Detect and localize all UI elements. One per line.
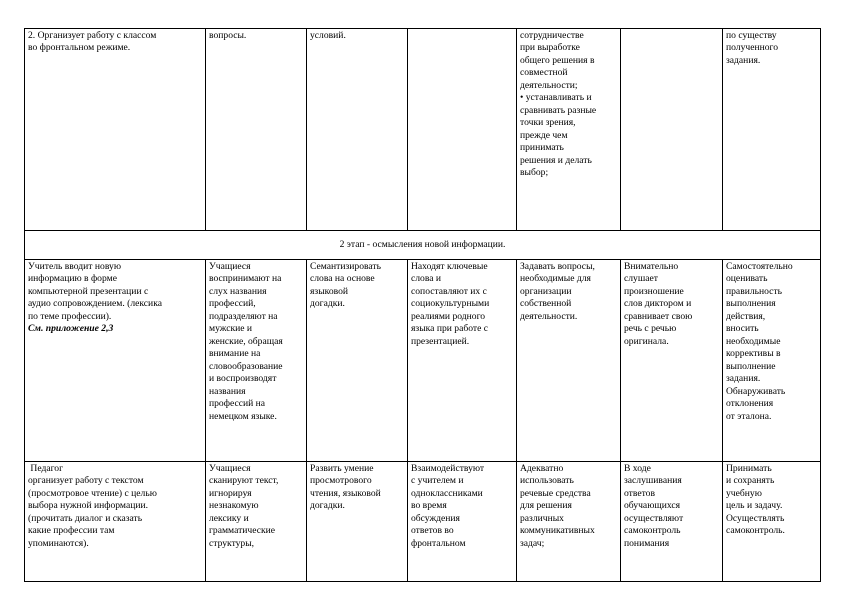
teacher-activity-cell	[25, 29, 206, 231]
cell-text-line: совместной	[520, 67, 568, 79]
appendix-reference: См. приложение 2,3	[28, 323, 114, 335]
personal-uud-cell	[621, 29, 723, 231]
student-activity-cell	[206, 29, 307, 231]
cell-text-line: Внимательно	[624, 261, 679, 272]
personal-uud-cell	[621, 462, 723, 582]
cell-text-line: произношение	[624, 285, 684, 297]
cell-text-line: решения и делать	[520, 154, 592, 166]
cell-text-line: речевые средства	[520, 487, 591, 499]
cell-text-line: условий.	[310, 30, 346, 41]
cell-text-line: Адекватно	[520, 463, 564, 474]
cell-text-line: самоконтроль	[624, 525, 681, 537]
cell-text-line: понимания	[624, 537, 670, 549]
cell-text-line: языковой	[310, 285, 349, 297]
cell-text-line: внимание на	[209, 348, 261, 360]
cell-text-line: прежде чем	[520, 129, 568, 141]
cell-text-line: полученного	[726, 42, 779, 54]
cell-text-line: организует работу с текстом	[28, 475, 144, 487]
cell-text-line: выбор;	[520, 167, 549, 179]
cell-text-line: Задавать вопросы,	[520, 261, 595, 272]
cell-text-line: упоминаются).	[28, 537, 89, 549]
cell-text-line: задания.	[726, 373, 761, 385]
cell-text-line: цель и задачу.	[726, 500, 783, 512]
cell-text-line: структуры,	[209, 537, 255, 549]
cell-text-line: принимать	[520, 142, 564, 154]
cell-text-line: слова на основе	[310, 273, 375, 285]
cell-text-line: названия	[209, 385, 246, 397]
table-row	[25, 462, 821, 582]
cell-text-line: компьютерной презентации с	[28, 285, 149, 297]
cell-text-line: выполнение	[726, 360, 776, 372]
cell-text-line: слов диктором и	[624, 298, 692, 310]
stage-title: 2 этап - осмысления новой информации.	[25, 231, 821, 260]
cell-text-line: Принимать	[726, 463, 772, 474]
cell-text-line: слова и	[411, 273, 442, 285]
cell-text-line: аудио сопровождением. (лексика	[28, 298, 162, 310]
cell-text-line: слушает	[624, 273, 658, 285]
cell-text-line: подразделяют на	[209, 310, 278, 322]
cell-text-line: действия,	[726, 310, 766, 322]
cell-text-line: обучающихся	[624, 500, 681, 512]
cell-text-line: организации	[520, 285, 572, 297]
cell-text-line: Педагог	[28, 463, 64, 474]
cell-text-line: презентацией.	[411, 335, 470, 347]
cell-text-line: учебную	[726, 487, 762, 499]
communicative-uud-cell	[517, 462, 621, 582]
cell-text-line: догадки.	[310, 500, 345, 512]
cell-text-line: собственной	[520, 298, 572, 310]
cell-text-line: вносить	[726, 323, 759, 335]
cell-text-line: деятельности.	[520, 310, 578, 322]
cell-text-line: слух названия	[209, 285, 267, 297]
cell-text-line: (прочитать диалог и сказать	[28, 512, 143, 524]
cell-text-line: Самостоятельно	[726, 261, 793, 272]
cell-text-line: и воспроизводят	[209, 373, 277, 385]
cell-text-line: обсуждения	[411, 512, 460, 524]
cell-text-line: Учитель вводит новую	[28, 261, 121, 272]
cell-text-line: реалиями родного	[411, 310, 486, 322]
cognitive-uud-cell	[408, 260, 517, 462]
regulative-uud-cell	[723, 462, 821, 582]
cell-text-line: общего решения в	[520, 54, 595, 66]
cell-text-line: речь с речью	[624, 323, 677, 335]
cell-text-line: вопросы.	[209, 30, 247, 41]
student-activity-cell	[206, 260, 307, 462]
teacher-activity-cell	[25, 260, 206, 462]
cell-text-line: немецком языке.	[209, 410, 277, 422]
cell-text-line: оценивать	[726, 273, 768, 285]
cell-text-line: фронтальном	[411, 537, 466, 549]
cell-text-line: незнакомую	[209, 500, 259, 512]
cell-text-line: В ходе	[624, 463, 651, 474]
regulative-uud-cell	[723, 29, 821, 231]
goal-cell	[307, 462, 408, 582]
cell-text-line: сопоставляют их с	[411, 285, 487, 297]
cell-text-line: задач;	[520, 537, 545, 549]
cell-text-line: точки зрения,	[520, 117, 576, 129]
cell-text-line: для решения	[520, 500, 572, 512]
cell-text-line: воспринимают на	[209, 273, 282, 285]
cell-text-line: сравнивать разные	[520, 104, 597, 116]
cell-text-line: деятельности;	[520, 79, 578, 91]
cell-text-line: коррективы в	[726, 348, 781, 360]
cell-text-line: заслушивания	[624, 475, 682, 487]
cell-text-line: профессий,	[209, 298, 256, 310]
cell-text-line: игнорируя	[209, 487, 252, 499]
cell-text-line: социокультурными	[411, 298, 490, 310]
cell-text-line: профессий на	[209, 398, 266, 410]
cell-text-line: женские, обращая	[209, 335, 283, 347]
cell-text-line: во фронтальном режиме.	[28, 42, 131, 54]
cell-text-line: по теме профессии).	[28, 310, 112, 322]
cell-text-line: Находят ключевые	[411, 261, 488, 272]
cell-text-line: Взаимодействуют	[411, 463, 485, 474]
cognitive-uud-cell	[408, 29, 517, 231]
goal-cell	[307, 29, 408, 231]
cell-text-line: Семантизировать	[310, 261, 381, 272]
teacher-activity-cell	[25, 462, 206, 582]
cell-text-line: Учащиеся	[209, 261, 251, 272]
cell-text-line: сотрудничестве	[520, 30, 584, 41]
cell-text-line: догадки.	[310, 298, 345, 310]
personal-uud-cell	[621, 260, 723, 462]
cell-text-line: сканируют текст,	[209, 475, 279, 487]
cell-text-line: ответов во	[411, 525, 454, 537]
cell-text-line: Развить умение	[310, 463, 374, 474]
cell-text-line: Обнаруживать	[726, 385, 786, 397]
student-activity-cell	[206, 462, 307, 582]
cell-text-line: сравнивает свою	[624, 310, 693, 322]
cell-text-line: выполнения	[726, 298, 776, 310]
cell-text-line: • устанавливать и	[520, 92, 592, 104]
cell-text-line: 2. Организует работу с классом	[28, 30, 157, 41]
cell-text-line: коммуникативных	[520, 525, 595, 537]
cell-text-line: ответов	[624, 487, 655, 499]
cell-text-line: с учителем и	[411, 475, 464, 487]
cell-text-line: правильность	[726, 285, 783, 297]
cell-text-line: какие профессии там	[28, 525, 115, 537]
cell-text-line: от эталона.	[726, 410, 772, 422]
cell-text-line: выбора нужной информации.	[28, 500, 149, 512]
cell-text-line: по существу	[726, 30, 777, 41]
cell-text-line: просмотрового	[310, 475, 372, 487]
goal-cell	[307, 260, 408, 462]
table-row	[25, 29, 821, 231]
cell-text-line: и сохранять	[726, 475, 775, 487]
cell-text-line: словообразование	[209, 360, 283, 372]
cell-text-line: чтения, языковой	[310, 487, 381, 499]
cell-text-line: (просмотровое чтение) с целью	[28, 487, 157, 499]
stage-row	[25, 231, 821, 260]
cell-text-line: отклонения	[726, 398, 774, 410]
cell-text-line: информацию в форме	[28, 273, 117, 285]
cell-text-line: оригинала.	[624, 335, 669, 347]
table-row	[25, 260, 821, 462]
cell-text-line: грамматические	[209, 525, 276, 537]
cell-text-line: при выработке	[520, 42, 580, 54]
cell-text-line: одноклассниками	[411, 487, 483, 499]
cell-text-line: задания.	[726, 54, 761, 66]
cognitive-uud-cell	[408, 462, 517, 582]
cell-text-line: Осуществлять	[726, 512, 785, 524]
communicative-uud-cell	[517, 260, 621, 462]
cell-text-line: осуществляют	[624, 512, 684, 524]
cell-text-line: мужские и	[209, 323, 253, 335]
cell-text-line: во время	[411, 500, 447, 512]
cell-text-line: необходимые	[726, 335, 781, 347]
cell-text-line: лексику и	[209, 512, 249, 524]
cell-text-line: языка при работе с	[411, 323, 488, 335]
cell-text-line: использовать	[520, 475, 574, 487]
cell-text-line: различных	[520, 512, 564, 524]
lesson-plan-table	[24, 28, 821, 582]
cell-text-line: Учащиеся	[209, 463, 251, 474]
communicative-uud-cell	[517, 29, 621, 231]
cell-text-line: самоконтроль.	[726, 525, 785, 537]
regulative-uud-cell	[723, 260, 821, 462]
cell-text-line: необходимые для	[520, 273, 591, 285]
